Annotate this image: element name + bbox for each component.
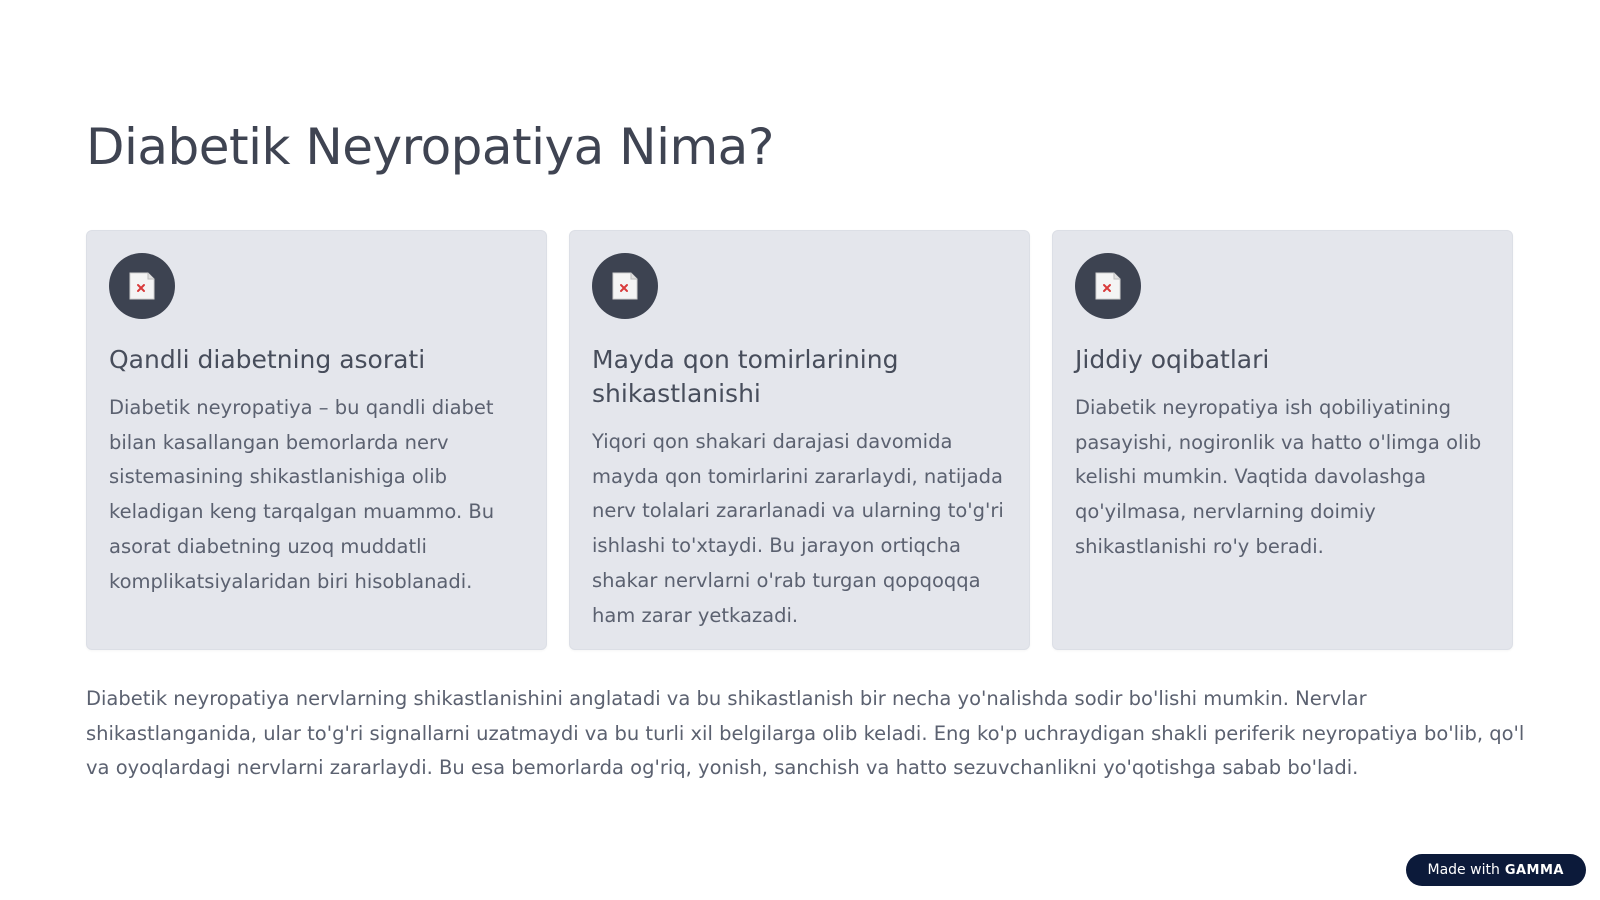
- card-icon-badge: [109, 253, 175, 319]
- broken-image-icon: [1093, 271, 1123, 301]
- made-with-gamma-badge[interactable]: [1406, 854, 1586, 886]
- card-title: Mayda qon tomirlarining shikastlanishi: [592, 345, 899, 408]
- slide-title: Diabetik Neyropatiya Nima?: [86, 118, 774, 176]
- card-body: Diabetik neyropatiya – bu qandli diabet bilan kasallangan bemorlarda nerv sistemasining shikastlanishiga olib keladigan keng tarqalgan muammo. Bu asorat diabetning uzoq muddatli komplikatsiyalaridan biri hisoblanadi.: [109, 396, 495, 593]
- summary-paragraph: Diabetik neyropatiya nervlarning shikastlanishini anglatadi va bu shikastlanish bir necha yo'nalishda sodir bo'lishi mumkin. Nervlar shikastlanganida, ular to'g'ri signallarni uzatmaydi va bu turli xil belgilarga olib keladi. Eng ko'p uchraydigan shakli periferik neyropatiya bo'lib, qo'l va oyoqlardagi nervlarni zararlaydi. Bu esa bemorlarda og'riq, yonish, sanchish va hatto sezuvchanlikni yo'qotishga sabab bo'ladi.: [86, 687, 1525, 780]
- card-blood-vessel-damage: [569, 230, 1030, 650]
- broken-image-icon: [127, 271, 157, 301]
- broken-image-icon: [610, 271, 640, 301]
- card-row: [86, 230, 1514, 650]
- card-diabetes-complication: [86, 230, 547, 650]
- card-serious-consequences: [1052, 230, 1513, 650]
- card-title: Qandli diabetning asorati: [109, 345, 426, 374]
- card-icon-badge: [1075, 253, 1141, 319]
- card-body: Yiqori qon shakari darajasi davomida mayda qon tomirlarini zararlaydi, natijada nerv tolalari zararlanadi va ularning to'g'ri ishlashi to'xtaydi. Bu jarayon ortiqcha shakar nervlarni o'rab turgan qopqoqqa ham zarar yetkazadi.: [592, 430, 1004, 627]
- badge-prefix: Made with: [1427, 862, 1500, 878]
- card-body: Diabetik neyropatiya ish qobiliyatining pasayishi, nogironlik va hatto o'limga olib kelishi mumkin. Vaqtida davolashga qo'yilmasa, nervlarning doimiy shikastlanishi ro'y beradi.: [1075, 396, 1482, 558]
- card-title: Jiddiy oqibatlari: [1075, 345, 1270, 374]
- gamma-logo: GAMMA: [1504, 862, 1564, 878]
- card-icon-badge: [592, 253, 658, 319]
